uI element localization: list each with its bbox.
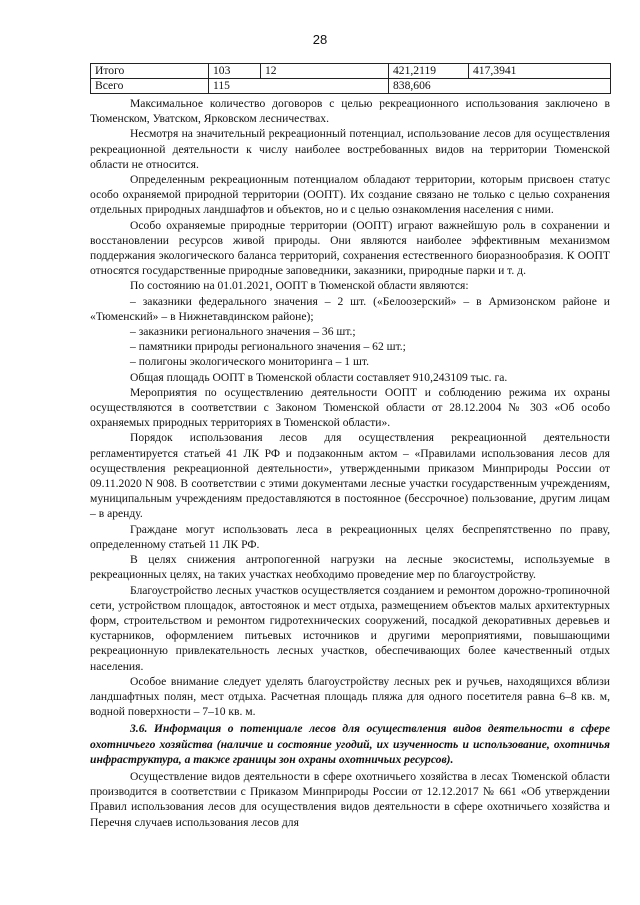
- document-body: [90, 63, 610, 830]
- paragraph: Общая площадь ООПТ в Тюменской области составляет 910,243109 тыс. га.: [130, 370, 508, 384]
- paragraph: Особое внимание следует уделять благоустройству лесных рек и ручьев, находящихся вблизи ландшафтных полян, мест отдыха. Расчетная площадь пляжа для одного посетителя равна 6–8 кв. м, водной поверхности – 7–10 кв. м.: [90, 674, 610, 719]
- paragraph: По состоянию на 01.01.2021, ООПТ в Тюменской области являются:: [130, 279, 469, 293]
- paragraph: Осуществление видов деятельности в сфере охотничьего хозяйства в лесах Тюменской области производится в соответствии с Приказом Минприроды России от 12.12.2017 № 661 «Об утверждении Правил использования лесов для осуществления видов деятельности в сфере охотничьего хозяйства и Перечня случаев использования лесов для: [90, 769, 610, 829]
- paragraph: Максимальное количество договоров с целью рекреационного использования заключено в Тюменском, Уватском, Ярковском лесничествах.: [90, 97, 610, 126]
- paragraph: Несмотря на значительный рекреационный потенциал, использование лесов для осуществления рекреационной деятельности к числу наиболее востребованных видов на территории Тюменской области не относится.: [90, 127, 610, 171]
- paragraph: Определенным рекреационным потенциалом обладают территории, которым присвоен статус особо охраняемой природной территории (ООПТ). Их создание связано не только с целью сохранения отдельных природных ландшафтов и объектов, но и с целью ознакомления населения с ними.: [90, 173, 610, 217]
- table-cell: 12: [261, 64, 389, 79]
- table-cell-label: Итого: [91, 64, 209, 79]
- table-cell: 115: [209, 79, 389, 94]
- table-cell: 421,2119: [389, 64, 469, 79]
- table-cell: 838,606: [389, 79, 611, 94]
- paragraph: В целях снижения антропогенной нагрузки на лесные экосистемы, используемые в рекреационных целях, на таких участках необходимо проведение мер по благоустройству.: [90, 553, 610, 582]
- table-cell: 417,3941: [469, 64, 611, 79]
- section-heading: 3.6. Информация о потенциале лесов для осуществления видов деятельности в сфере охотничьего хозяйства (наличие и состояние угодий, их изученность и использование, охотничья инфраструктура, а также границы зон охраны охотничьих ресурсов).: [90, 722, 610, 766]
- table-cell-label: Всего: [91, 79, 209, 94]
- paragraph: Благоустройство лесных участков осуществляется созданием и ремонтом дорожно-тропиночной сети, устройством площадок, автостоянок и мест отдыха, размещением объектов малых архитектурных форм, строительством и ремонтом гидротехнических сооружений, посадкой декоративных деревьев и кустарников, оформлением питьевых источников и другими мероприятиями, повышающими рекреационную привлекательность лесных участков, обеспечивающих более качественный отдых населения.: [90, 583, 610, 673]
- list-item: – заказники федерального значения – 2 шт. («Белоозерский» – в Армизонском районе и «Тюменский» – в Нижнетавдинском районе);: [90, 294, 610, 323]
- table-row-total: [91, 64, 611, 79]
- list-item: – заказники регионального значения – 36 шт.;: [130, 325, 356, 339]
- paragraph: Граждане могут использовать леса в рекреационных целях беспрепятственно по праву, определенному статьей 11 ЛК РФ.: [90, 522, 610, 551]
- summary-table: [90, 63, 611, 94]
- paragraph: Порядок использования лесов для осуществления рекреационной деятельности регламентируется статьей 41 ЛК РФ и подзаконным актом – «Правилами использования лесов для осуществления рекреационной деятельности», утвержденными приказом Минприроды России от 09.11.2020 N 908. В соответствии с этими документами лесные участки государственным учреждениям, муниципальным учреждениям предоставляются в постоянное (бессрочное) пользование, другим лицам – в аренду.: [90, 431, 610, 521]
- paragraph: Мероприятия по осуществлению деятельности ООПТ и соблюдению режима их охраны осуществляются в соответствии с Законом Тюменской области от 28.12.2004 № 303 «Об особо охраняемых природных территориях в Тюменской области».: [90, 385, 610, 430]
- page-number: 28: [312, 32, 328, 47]
- table-row-grand-total: [91, 79, 611, 94]
- table-cell: 103: [209, 64, 261, 79]
- list-item: – памятники природы регионального значения – 62 шт.;: [130, 340, 406, 354]
- paragraph: Особо охраняемые природные территории (ООПТ) играют важнейшую роль в сохранении и восстановлении ресурсов живой природы. Они являются наиболее эффективным механизмом поддержания экологического баланса территорий, сохранения естественного биоразнообразия. К ООПТ относятся государственные природные заповедники, заказники, природные парки и т. д.: [90, 218, 610, 278]
- list-item: – полигоны экологического мониторинга – 1 шт.: [130, 355, 369, 369]
